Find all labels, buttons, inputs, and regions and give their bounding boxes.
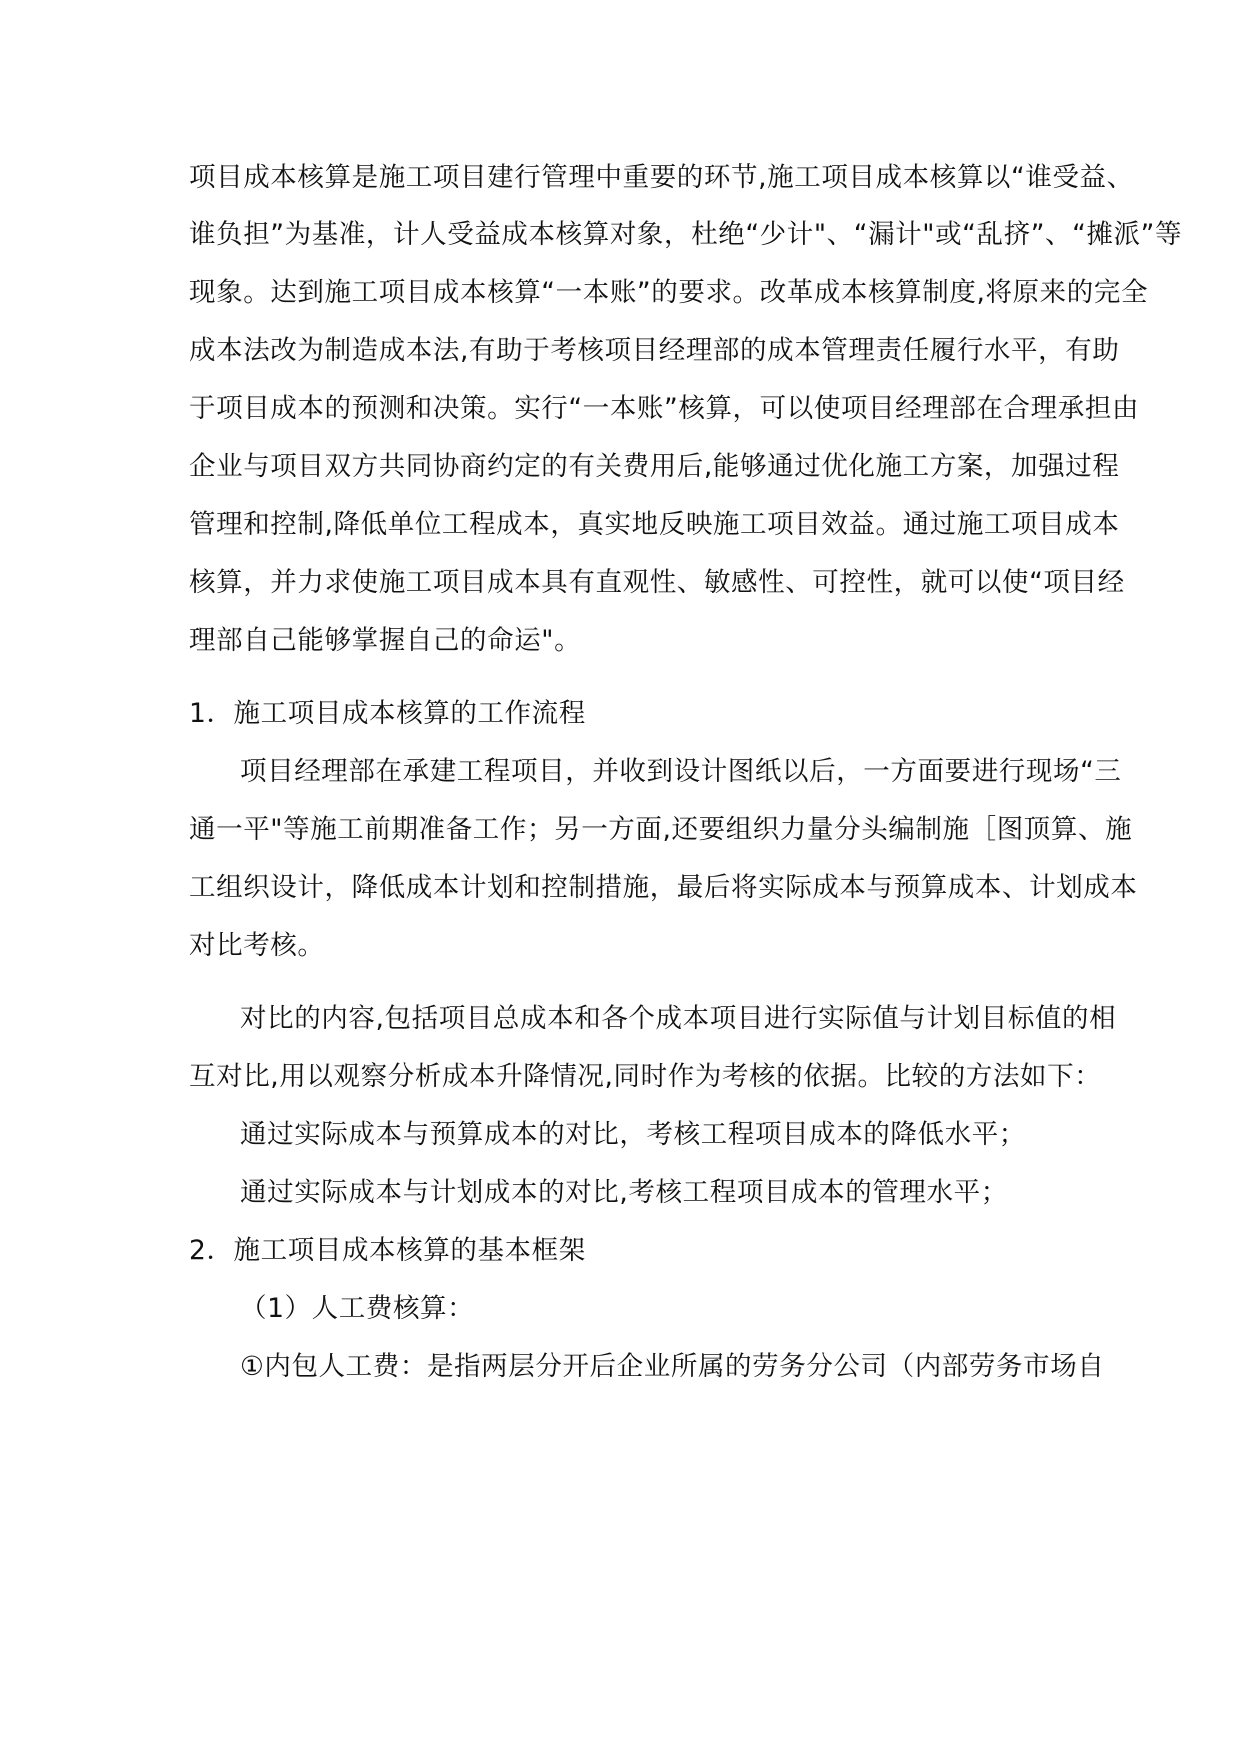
intro-line-4: 成本法改为制造成本法,有助于考核项目经理部的成本管理责任履行水平，有助 <box>189 335 1120 366</box>
intro-line-7: 管理和控制,降低单位工程成本，真实地反映施工项目效益。通过施工项目成本 <box>189 509 1120 540</box>
section-1-para-1-line-2: 通一平"等施工前期准备工作；另一方面,还要组织力量分头编制施［图顶算、施 <box>189 814 1133 845</box>
intro-line-2: 谁负担”为基准，计人受益成本核算对象，杜绝“少计"、“漏计"或“乱挤”、“摊派”等 <box>189 219 1183 250</box>
section-1-para-2-line-1: 对比的内容,包括项目总成本和各个成本项目进行实际值与计划目标值的相 <box>240 1003 1117 1034</box>
subsection-1-heading: （1）人工费核算： <box>240 1293 475 1324</box>
section-1-heading: 1．施工项目成本核算的工作流程 <box>189 698 586 729</box>
section-1-para-1-line-4: 对比考核。 <box>189 930 325 961</box>
comparison-item-1: 通过实际成本与预算成本的对比，考核工程项目成本的降低水平； <box>240 1119 1026 1150</box>
intro-line-1: 项目成本核算是施工项目建行管理中重要的环节,施工项目成本核算以“谁受益、 <box>189 162 1134 193</box>
intro-line-8: 核算，并力求使施工项目成本具有直观性、敏感性、可控性，就可以使“项目经 <box>189 567 1125 598</box>
section-1-para-1-line-1: 项目经理部在承建工程项目，并收到设计图纸以后，一方面要进行现场“三 <box>240 756 1122 787</box>
section-1-para-2-line-2: 互对比,用以观察分析成本升降情况,同时作为考核的依据。比较的方法如下： <box>189 1061 1102 1092</box>
intro-line-9: 理部自己能够掌握自己的命运"。 <box>189 625 582 656</box>
intro-line-6: 企业与项目双方共同协商约定的有关费用后,能够通过优化施工方案，加强过程 <box>189 451 1120 482</box>
section-2-heading: 2．施工项目成本核算的基本框架 <box>189 1235 586 1266</box>
comparison-item-2: 通过实际成本与计划成本的对比,考核工程项目成本的管理水平； <box>240 1177 1008 1208</box>
circle-item-1: ①内包人工费：是指两层分开后企业所属的劳务分公司（内部劳务市场自 <box>240 1351 1105 1382</box>
intro-line-3: 现象。达到施工项目成本核算“一本账”的要求。改革成本核算制度,将原来的完全 <box>189 277 1149 308</box>
intro-line-5: 于项目成本的预测和决策。实行“一本账”核算，可以使项目经理部在合理承担由 <box>189 393 1140 424</box>
section-1-para-1-line-3: 工组织设计，降低成本计划和控制措施，最后将实际成本与预算成本、计划成本 <box>189 872 1138 903</box>
